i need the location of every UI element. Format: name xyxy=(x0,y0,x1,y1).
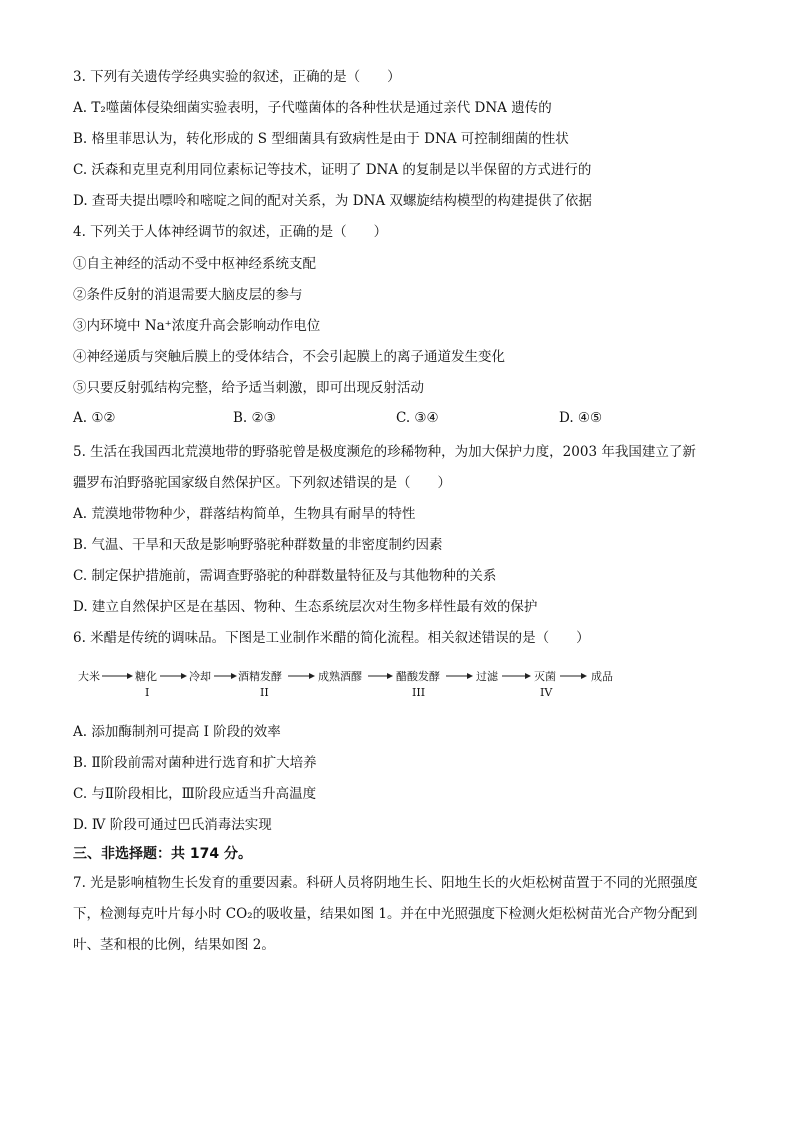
q6-option-d: D. Ⅳ 阶段可通过巴氏消毒法实现 xyxy=(73,817,272,833)
flow-stage-1: I xyxy=(145,686,150,699)
flow-step-filtration: 过滤 xyxy=(476,670,498,683)
flow-step-sterilization: 灭菌 xyxy=(534,670,556,683)
q5-stem-line1: 5. 生活在我国西北荒漠地带的野骆驼曾是极度濒危的珍稀物种，为加大保护力度，2003 年我国建立了新 xyxy=(73,444,696,460)
q4-option-c: C. ③④ xyxy=(396,410,439,426)
flow-stage-3: III xyxy=(412,686,426,699)
q5-option-c: C. 制定保护措施前，需调查野骆驼的种群数量特征及与其他物种的关系 xyxy=(73,568,497,584)
q4-option-b: B. ②③ xyxy=(233,410,276,426)
q7-line2: 下，检测每克叶片每小时 CO₂的吸收量，结果如图 1。并在中光照强度下检测火炬松树苗光合产物分配到 xyxy=(73,906,698,922)
q4-statement-1: ①自主神经的活动不受中枢神经系统支配 xyxy=(73,256,316,272)
q4-statement-3: ③内环境中 Na⁺浓度升高会影响动作电位 xyxy=(73,318,321,334)
q5-option-a: A. 荒漠地带物种少，群落结构简单，生物具有耐旱的特性 xyxy=(73,506,416,522)
q3-option-c: C. 沃森和克里克利用同位素标记等技术，证明了 DNA 的复制是以半保留的方式进行的 xyxy=(73,162,592,178)
q6-option-a: A. 添加酶制剂可提高 I 阶段的效率 xyxy=(73,724,281,740)
q4-statement-5: ⑤只要反射弧结构完整，给予适当刺激，即可出现反射活动 xyxy=(73,380,424,396)
q4-statement-2: ②条件反射的消退需要大脑皮层的参与 xyxy=(73,287,303,303)
flow-step-cooling: 冷却 xyxy=(189,670,211,683)
q5-option-b: B. 气温、干旱和天敌是影响野骆驼种群数量的非密度制约因素 xyxy=(73,537,443,553)
flow-step-alcohol-fermentation: 酒精发酵 xyxy=(238,670,282,683)
q4-statement-4: ④神经递质与突触后膜上的受体结合，不会引起膜上的离子通道发生变化 xyxy=(73,349,505,365)
q4-options-row xyxy=(73,410,713,430)
flow-stage-2: II xyxy=(260,686,269,699)
q4-stem: 4. 下列关于人体神经调节的叙述，正确的是（ ） xyxy=(73,224,388,240)
q3-stem: 3. 下列有关遗传学经典实验的叙述，正确的是（ ） xyxy=(73,69,401,85)
q5-option-d: D. 建立自然保护区是在基因、物种、生态系统层次对生物多样性最有效的保护 xyxy=(73,599,538,615)
flow-step-saccharification: 糖化 xyxy=(135,670,157,683)
flow-step-acetic-fermentation: 醋酸发酵 xyxy=(396,670,440,683)
q3-option-b: B. 格里菲思认为，转化形成的 S 型细菌具有致病性是由于 DNA 可控制细菌的性状 xyxy=(73,131,569,147)
q4-option-d: D. ④⑤ xyxy=(559,410,603,426)
q6-option-b: B. Ⅱ阶段前需对菌种进行选育和扩大培养 xyxy=(73,755,317,771)
q5-stem-line2: 疆罗布泊野骆驼国家级自然保护区。下列叙述错误的是（ ） xyxy=(73,475,451,491)
flow-step-product: 成品 xyxy=(591,670,613,683)
vinegar-process-flow-diagram xyxy=(78,660,638,704)
flow-stage-4: IV xyxy=(540,686,553,699)
section-heading: 三、非选择题：共 174 分。 xyxy=(73,846,252,862)
q3-option-a: A. T₂噬菌体侵染细菌实验表明，子代噬菌体的各种性状是通过亲代 DNA 遗传的 xyxy=(73,100,552,116)
q7-line1: 7. 光是影响植物生长发育的重要因素。科研人员将阴地生长、阳地生长的火炬松树苗置于不同的光照强度 xyxy=(73,875,698,891)
flow-step-mature-mash: 成熟酒醪 xyxy=(318,670,362,683)
q4-option-a: A. ①② xyxy=(73,410,116,426)
q7-line3: 叶、茎和根的比例，结果如图 2。 xyxy=(73,937,275,953)
q6-option-c: C. 与Ⅱ阶段相比，Ⅲ阶段应适当升高温度 xyxy=(73,786,317,802)
q3-option-d: D. 查哥夫提出嘌呤和嘧啶之间的配对关系，为 DNA 双螺旋结构模型的构建提供了依据 xyxy=(73,193,592,209)
flow-step-rice: 大米 xyxy=(78,670,100,683)
q6-stem: 6. 米醋是传统的调味品。下图是工业制作米醋的简化流程。相关叙述错误的是（ ） xyxy=(73,630,590,646)
